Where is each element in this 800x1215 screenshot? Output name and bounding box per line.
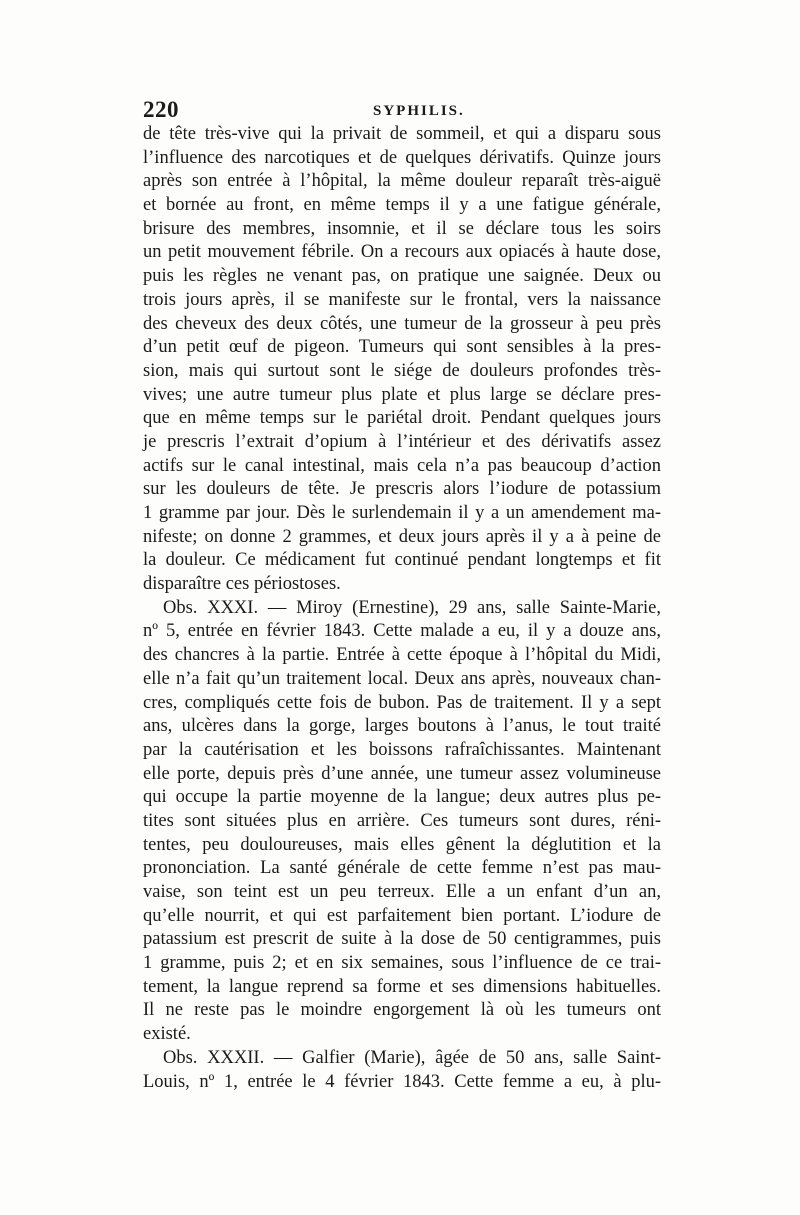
text-line: des cheveux des deux côtés, une tumeur de la grosseur à peu près	[143, 313, 661, 334]
text-line: tement, la langue reprend sa forme et ses dimensions habituelles.	[143, 976, 661, 997]
text-line: sur les douleurs de tête. Je prescris alors l’iodure de potassium	[143, 479, 661, 500]
text-line: actifs sur le canal intestinal, mais cela n’a pas beaucoup d’action	[143, 455, 661, 476]
text-line: 1 gramme par jour. Dès le surlendemain il y a un amendement ma-	[143, 503, 661, 523]
text-line: brisure des membres, insomnie, et il se déclare tous les soirs	[143, 218, 661, 239]
text-line: 1 gramme, puis 2; et en six semaines, sous l’influence de ce trai-	[143, 953, 661, 974]
observation-heading-line: Obs. XXXI. — Miroy (Ernestine), 29 ans, salle Sainte-Marie,	[163, 597, 661, 618]
text-line: Louis, nº 1, entrée le 4 février 1843. Cette femme a eu, à plu-	[143, 1071, 661, 1092]
page-header	[143, 97, 661, 123]
text-line: un petit mouvement fébrile. On a recours aux opiacés à haute dose,	[143, 242, 661, 263]
text-line: nifeste; on donne 2 grammes, et deux jours après il y a à peine de	[143, 526, 661, 547]
text-line: et bornée au front, en même temps il y a une fatigue générale,	[143, 195, 661, 216]
text-line: elle n’a fait qu’un traitement local. Deux ans après, nouveaux chan-	[143, 668, 661, 689]
running-title: SYPHILIS.	[373, 103, 465, 119]
observation-heading-line: Obs. XXXII. — Galfier (Marie), âgée de 50 ans, salle Saint-	[163, 1047, 661, 1068]
text-line: des chancres à la partie. Entrée à cette époque à l’hôpital du Midi,	[143, 645, 661, 666]
text-line: de tête très-vive qui la privait de sommeil, et qui a disparu sous	[143, 124, 661, 144]
text-line: trois jours après, il se manifeste sur le frontal, vers la naissance	[143, 289, 661, 310]
text-line: existé.	[143, 1024, 191, 1045]
text-line: que en même temps sur le pariétal droit. Pendant quelques jours	[143, 408, 661, 429]
text-line: ans, ulcères dans la gorge, larges boutons à l’anus, le tout traité	[143, 716, 661, 737]
text-line: qu’elle nourrit, et qui est parfaitement bien portant. L’iodure de	[143, 905, 661, 926]
text-line: après son entrée à l’hôpital, la même douleur reparaît très-aiguë	[143, 171, 661, 192]
text-line: je prescris l’extrait d’opium à l’intérieur et des dérivatifs assez	[143, 431, 661, 452]
page-number: 220	[143, 97, 179, 122]
text-line: puis les règles ne venant pas, on pratique une saignée. Deux ou	[143, 266, 661, 287]
text-line: prononciation. La santé générale de cette femme n’est pas mau-	[143, 858, 661, 879]
text-line: qui occupe la partie moyenne de la langue; deux autres plus pe-	[143, 787, 661, 808]
text-line: la douleur. Ce médicament fut continué pendant longtemps et fit	[143, 550, 661, 571]
text-line: nº 5, entrée en février 1843. Cette malade a eu, il y a douze ans,	[143, 621, 661, 642]
text-line: cres, compliqués cette fois de bubon. Pas de traitement. Il y a sept	[143, 692, 661, 713]
text-line: elle porte, depuis près d’une année, une tumeur assez volumineuse	[143, 763, 661, 784]
text-line: d’un petit œuf de pigeon. Tumeurs qui sont sensibles à la pres-	[143, 337, 661, 358]
text-line: vaise, son teint est un peu terreux. Elle a un enfant d’un an,	[143, 882, 661, 902]
text-line: par la cautérisation et les boissons rafraîchissantes. Maintenant	[143, 739, 661, 760]
text-line: l’influence des narcotiques et de quelques dérivatifs. Quinze jours	[143, 147, 661, 168]
text-line: tentes, peu douloureuses, mais elles gênent la déglutition et la	[143, 834, 661, 855]
text-line: disparaître ces périostoses.	[143, 574, 341, 595]
text-line: sion, mais qui surtout sont le siége de douleurs profondes très-	[143, 360, 661, 381]
text-line: tites sont situées plus en arrière. Ces tumeurs sont dures, réni-	[143, 810, 661, 831]
text-line: patassium est prescrit de suite à la dose de 50 centigrammes, puis	[143, 929, 661, 950]
text-line: Il ne reste pas le moindre engorgement là où les tumeurs ont	[143, 1000, 661, 1021]
text-line: vives; une autre tumeur plus plate et plus large se déclare pres-	[143, 384, 661, 405]
body-text	[143, 123, 661, 1094]
